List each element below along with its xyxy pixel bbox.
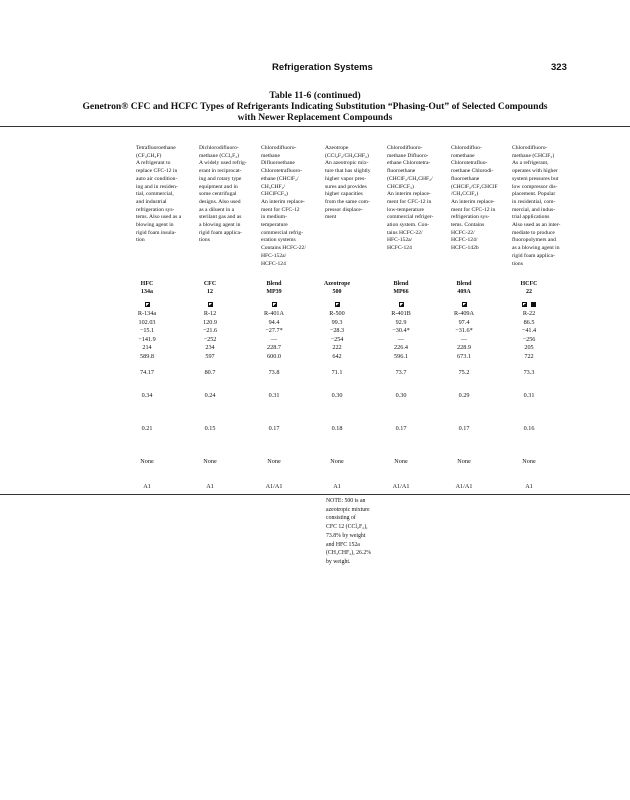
column-description: Tetrafluoroethane (CF₃CH₂F) A refrigerant to replace CFC-12 in auto air condition- ing and in residen- tial, commercial, and industrial refrigeration sys- tems. Also used as a blowing agent in rigid foam insula- tion: [136, 145, 182, 244]
column-ozone-depletion: None: [140, 458, 154, 465]
column-type: Blend: [393, 281, 409, 287]
column-type: HFC: [140, 281, 154, 287]
column-values: R-401A 94.4 −27.7* — 228.7 600.0: [264, 310, 284, 360]
column-description: Chlorodifluoro- methane Difluoroethane Chlorotetrafluoro- ethane (CHClF₂/ CH₃CHF₂/ CHClFCF₃) An interim replace- ment for CFC-12 in medium- temperature commercial refrig- eration systems Contains HCFC-22/ HFC-152a/ HCFC-124: [261, 145, 306, 267]
column-value-a: 74.17: [140, 369, 154, 376]
column-value-c: 0.17: [268, 425, 280, 432]
column-value-b: 0.30: [331, 392, 343, 399]
column-code: MP39: [266, 289, 282, 295]
section-title: Refrigeration Systems: [272, 62, 373, 73]
column-values: R-500 99.3 −28.3 −254 222 642: [329, 310, 345, 360]
half-square-icon: [145, 302, 150, 307]
column-icons: [116, 300, 178, 308]
column-value-b: 0.24: [204, 392, 216, 399]
table-title-line2: Genetron® CFC and HCFC Types of Refrigerants Indicating Substitution “Phasing-Out” of Selected Compounds: [82, 101, 548, 112]
column-icons: [243, 300, 305, 308]
column-code: 409A: [457, 289, 471, 295]
column-value-b: 0.30: [395, 392, 407, 399]
column-description: Dichlorodifluoro- methane (CCl₂F₂) A widely used refrig- erant in reciprocat- ing and rotary type equipment and in some centrifugal designs. Also used as a diluent in a sterilant gas and as a blowing agent in rigid foam applica- tions: [199, 145, 247, 244]
column-type: Azeotrope: [323, 281, 351, 287]
column-value-b: 0.29: [458, 392, 470, 399]
column-safety-group: A1/A1: [392, 483, 410, 490]
column-ozone-depletion: None: [203, 458, 217, 465]
column-value-a: 73.3: [523, 369, 535, 376]
column-values: R-22 86.5 −41.4 −256 205 722: [521, 310, 537, 360]
column-value-a: 73.7: [395, 369, 407, 376]
column-icons: [498, 300, 560, 308]
half-square-icon: [335, 302, 340, 307]
column-safety-group: A1/A1: [265, 483, 283, 490]
column-icons: [433, 300, 495, 308]
column-value-c: 0.18: [331, 425, 343, 432]
column-icons: [179, 300, 241, 308]
table-title-line1: Table 11-6 (continued): [269, 90, 361, 101]
column-type: Blend: [266, 281, 282, 287]
column-ozone-depletion: None: [394, 458, 408, 465]
column-value-a: 73.8: [268, 369, 280, 376]
column-code: 134a: [141, 289, 153, 295]
column-values: R-12 120.9 −21.6 −252 234 597: [202, 310, 218, 360]
half-square-icon: [272, 302, 277, 307]
column-values: R-134a 102.03 −15.1 −141.9 214 589.8: [137, 310, 157, 360]
column-description: Chlorodifluoro- methane (CHClF₂) As a refrigerant, operates with higher system pressures but low compressor dis- placement. Popular in residential, com- mercial, and indus- trial applications Also used as an inter- mediate to produce fluoropolymers and as a blowing agent in rigid foam applica- tions: [512, 145, 561, 267]
column-value-b: 0.31: [268, 392, 280, 399]
column-value-c: 0.17: [395, 425, 407, 432]
column-code: 22: [526, 289, 532, 295]
table-title-line3: with Newer Replacement Compounds: [237, 112, 393, 123]
column-ozone-depletion: None: [267, 458, 281, 465]
table-note: NOTE: 500 is an azeotropic mixture consisting of CFC 12 (CCl₂F₂), 73.8% by weight and HFC 152a (CH₃CHF₂), 26.2% by weight.: [326, 498, 372, 565]
column-values: R-401B 92.9 −30.4* — 226.4 596.1: [391, 310, 411, 360]
column-type: HCFC: [520, 281, 538, 287]
table-bottom-rule: [0, 494, 630, 495]
half-square-icon: [399, 302, 404, 307]
column-value-b: 0.34: [141, 392, 153, 399]
column-code: 12: [207, 289, 213, 295]
table-top-rule: [0, 126, 630, 127]
column-icons: [370, 300, 432, 308]
column-values: R-409A 97.4 −31.6* — 228.9 673.1: [454, 310, 474, 360]
column-type: Blend: [456, 281, 472, 287]
page-number: 323: [551, 62, 567, 73]
filled-square-icon: [531, 302, 536, 307]
column-value-b: 0.31: [523, 392, 535, 399]
column-safety-group: A1: [143, 483, 151, 490]
column-description: Azeotrope (CCl₂F₂/CH₃CHF₂) An azeotropic mix- ture that has slightly higher vapor pres- sures and provides higher capacities from the same com- pressor displace- ment: [325, 145, 371, 221]
column-code: 500: [332, 289, 342, 295]
column-safety-group: A1: [206, 483, 214, 490]
column-value-a: 71.1: [331, 369, 343, 376]
column-safety-group: A1/A1: [455, 483, 473, 490]
column-description: Chlorodifluoro- methane Difluoro- ethane Chlorotetra- fluoroethane (CHClF₂/CH₃CHF₂/ CHClFCF₃) An interim replace- ment for CFC-12 in low-temperature commercial refriger- ation system. Con- tains HCFC-22/ HFC-152a/ HCFC-124: [387, 145, 434, 252]
column-value-c: 0.21: [141, 425, 153, 432]
column-value-c: 0.15: [204, 425, 216, 432]
column-code: MP66: [393, 289, 409, 295]
column-type: CFC: [203, 281, 217, 287]
column-value-a: 80.7: [204, 369, 216, 376]
column-value-a: 75.2: [458, 369, 470, 376]
column-safety-group: A1: [525, 483, 533, 490]
half-square-icon: [208, 302, 213, 307]
column-value-c: 0.17: [458, 425, 470, 432]
column-icons: [306, 300, 368, 308]
half-square-icon: [522, 302, 527, 307]
column-ozone-depletion: None: [522, 458, 536, 465]
column-value-c: 0.16: [523, 425, 535, 432]
column-ozone-depletion: None: [330, 458, 344, 465]
column-safety-group: A1: [333, 483, 341, 490]
column-ozone-depletion: None: [457, 458, 471, 465]
column-description: Chlorodifluo- romethane Chlorotetrafluo- roethane Chlorodi- fluoroethane (CHClF₂/CF₃CHClF /CH₃CClF₂) An interim replace- ment for CFC-12 in refrigeration sys- tems. Contains HCFC-22/ HCFC-124/ HCFC-142b: [451, 145, 498, 252]
half-square-icon: [462, 302, 467, 307]
